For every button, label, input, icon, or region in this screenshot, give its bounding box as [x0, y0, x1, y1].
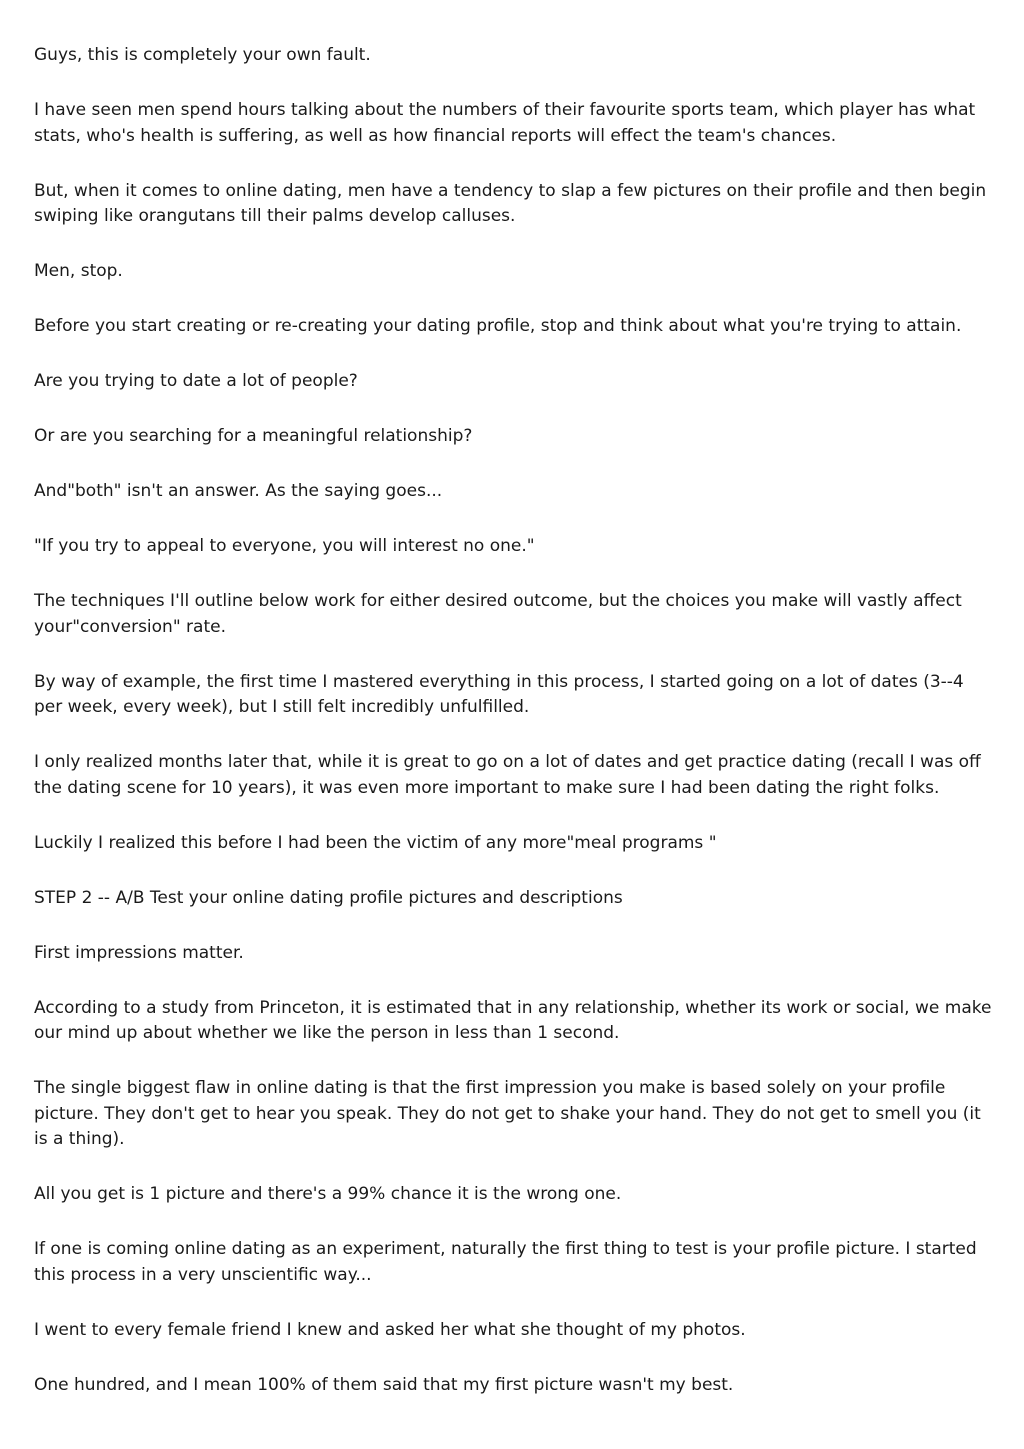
paragraph: I went to every female friend I knew and asked her what she thought of my photos.	[34, 1319, 746, 1340]
paragraph: Are you trying to date a lot of people?	[34, 371, 358, 391]
paragraph: The single biggest flaw in online dating is that the first impression you make is based solely on your profile picture. They don't get to hear you speak. They do not get to shake your hand. They do not get to smell you (it is a thing).	[34, 1078, 981, 1149]
paragraph: And"both" isn't an answer. As the saying goes...	[34, 481, 443, 501]
document-body	[34, 43, 994, 1428]
paragraph: One hundred, and I mean 100% of them said that my first picture wasn't my best.	[34, 1374, 734, 1395]
paragraph: First impressions matter.	[34, 942, 244, 963]
paragraph: Men, stop.	[34, 261, 123, 281]
paragraph: According to a study from Princeton, it is estimated that in any relationship, whether its work or social, we make our mind up about whether we like the person in less than 1 second.	[34, 997, 992, 1043]
paragraph: The techniques I'll outline below work for either desired outcome, but the choices you make will vastly affect your"conversion" rate.	[34, 591, 962, 637]
paragraph: Luckily I realized this before I had been the victim of any more"meal programs "	[34, 832, 717, 853]
paragraph: I only realized months later that, while it is great to go on a lot of dates and get practice dating (recall I was off the dating scene for 10 years), it was even more important to make sure I had been dating the right folks.	[34, 752, 981, 798]
paragraph: Before you start creating or re-creating your dating profile, stop and think about what you're trying to attain.	[34, 316, 962, 336]
paragraph: All you get is 1 picture and there's a 99% chance it is the wrong one.	[34, 1184, 622, 1204]
section-heading: STEP 2 -- A/B Test your online dating profile pictures and descriptions	[34, 887, 623, 908]
paragraph: Guys, this is completely your own fault.	[34, 45, 371, 65]
paragraph: Or are you searching for a meaningful relationship?	[34, 426, 473, 446]
paragraph: If one is coming online dating as an experiment, naturally the first thing to test is your profile picture. I started this process in a very unscientific way...	[34, 1239, 977, 1285]
quote-paragraph: "If you try to appeal to everyone, you will interest no one."	[34, 536, 535, 556]
paragraph: I have seen men spend hours talking about the numbers of their favourite sports team, which player has what stats, who's health is suffering, as well as how financial reports will effect the team's chances.	[34, 100, 976, 146]
paragraph: By way of example, the first time I mastered everything in this process, I started going on a lot of dates (3--4 per week, every week), but I still felt incredibly unfulfilled.	[34, 671, 964, 717]
paragraph: But, when it comes to online dating, men have a tendency to slap a few pictures on their profile and then begin swiping like orangutans till their palms develop calluses.	[34, 180, 987, 226]
